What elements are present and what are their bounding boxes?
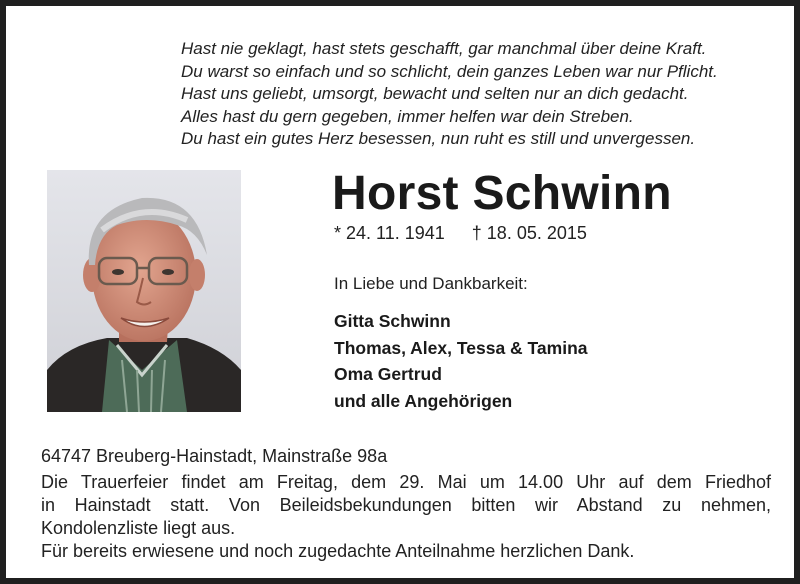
info-line: in Hainstadt statt. Von Beileidsbekundungen bitten wir Abstand zu nehmen, — [41, 495, 771, 515]
poem-line: Alles hast du gern gegeben, immer helfen war dein Streben. — [181, 106, 634, 126]
poem-line: Hast nie geklagt, hast stets geschafft, gar manchmal über deine Kraft. — [181, 39, 707, 58]
life-dates — [334, 223, 587, 244]
deceased-name: Horst Schwinn — [332, 167, 672, 220]
poem-line: Du hast ein gutes Herz besessen, nun ruht es still und unvergessen. — [181, 129, 696, 148]
poem-line: Du warst so einfach und so schlicht, dein ganzes Leben war nur Pflicht. — [181, 61, 718, 81]
mourner-name: und alle Angehörigen — [334, 390, 513, 411]
info-line: Die Trauerfeier findet am Freitag, dem 29. Mai um 14.00 Uhr auf dem Friedhof — [41, 472, 771, 492]
death-date: † 18. 05. 2015 — [471, 223, 587, 243]
mourner-name: Gitta Schwinn — [334, 311, 451, 331]
birth-date: * 24. 11. 1941 — [334, 223, 445, 243]
mourners-list — [334, 308, 588, 414]
mourner-name: Thomas, Alex, Tessa & Tamina — [334, 337, 588, 358]
info-line: Kondolenzliste liegt aus. — [41, 518, 236, 538]
info-line: Für bereits erwiesene und noch zugedachte Anteilnahme herzlichen Dank. — [41, 541, 635, 561]
thanks-line: In Liebe und Dankbarkeit: — [334, 274, 528, 293]
poem — [181, 38, 781, 151]
poem-line: Hast uns geliebt, umsorgt, bewacht und selten nur an dich gedacht. — [181, 84, 689, 103]
portrait-photo — [47, 170, 241, 412]
address: 64747 Breuberg-Hainstadt, Mainstraße 98a — [41, 446, 388, 466]
funeral-info — [41, 471, 771, 563]
mourner-name: Oma Gertrud — [334, 364, 442, 384]
